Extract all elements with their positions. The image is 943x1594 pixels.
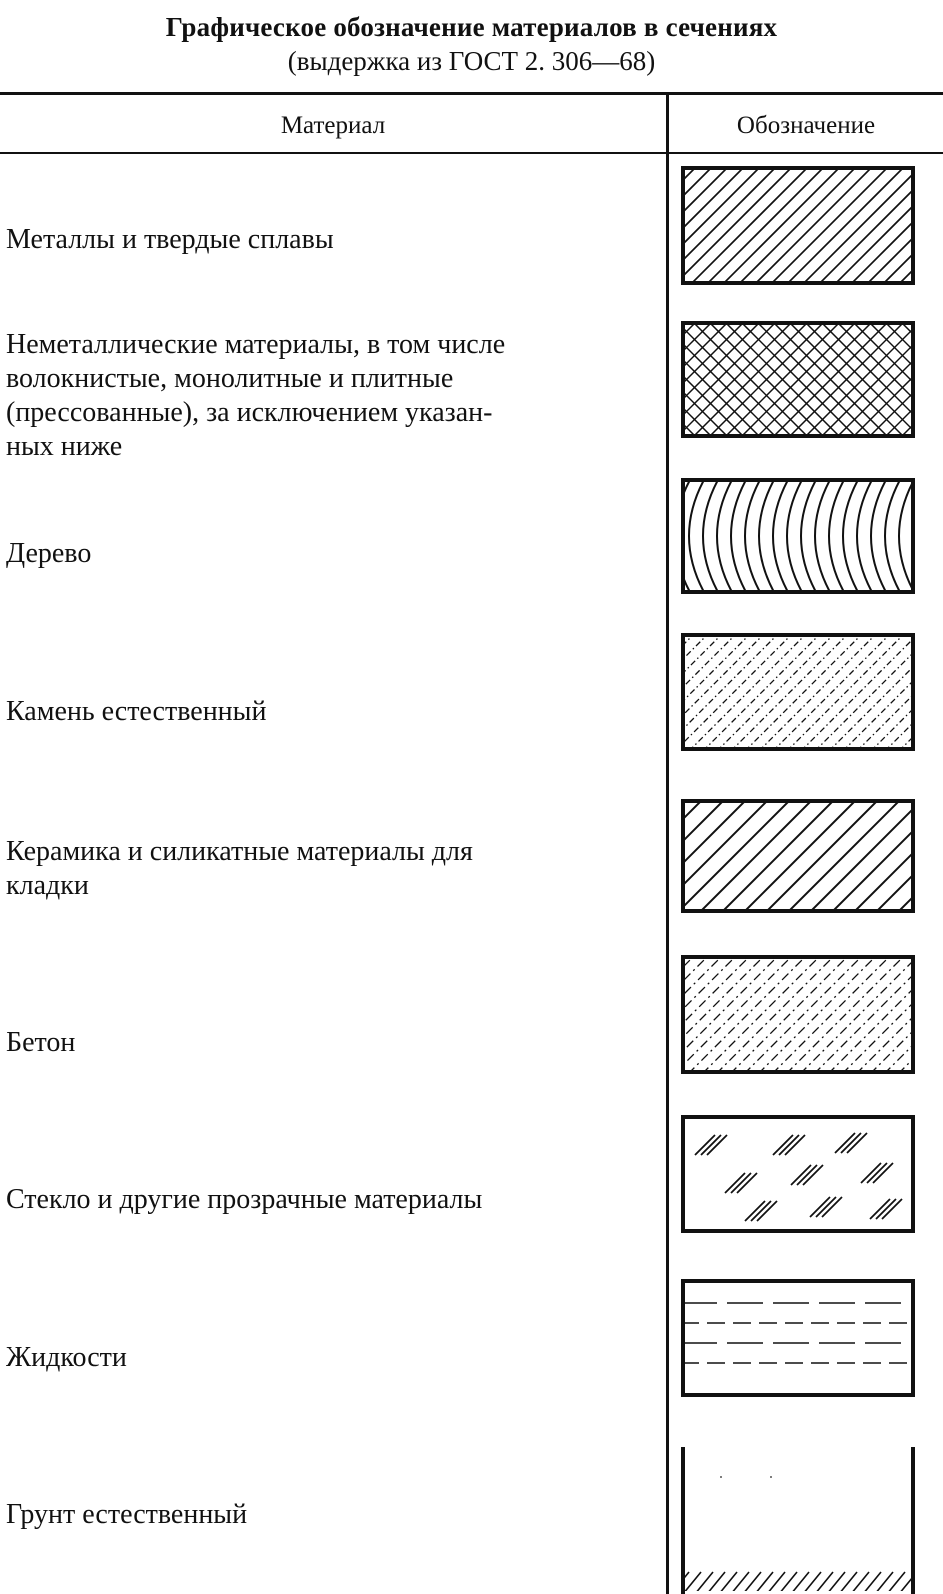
hatch-stone-icon <box>681 633 915 751</box>
page-subtitle: (выдержка из ГОСТ 2. 306—68) <box>287 46 656 76</box>
hatch-liquid-icon <box>681 1279 915 1397</box>
material-line: волокнистые, монолитные и плитные <box>6 363 454 394</box>
material-line: Камень естественный <box>6 696 267 727</box>
material-line: Жидкости <box>6 1342 127 1373</box>
material-line: ных ниже <box>6 431 123 462</box>
header-bottom-border <box>0 152 943 154</box>
material-nonmetal <box>6 328 666 464</box>
material-line: Металлы и твердые сплавы <box>6 224 334 255</box>
material-ceramic <box>6 835 666 903</box>
page-title: Графическое обозначение материалов в сечениях <box>165 12 778 42</box>
material-line: Неметаллические материалы, в том числе <box>6 329 506 360</box>
table-top-border <box>0 92 943 95</box>
material-metal <box>6 223 666 257</box>
material-line: Бетон <box>6 1027 76 1058</box>
material-stone <box>6 695 666 729</box>
hatch-nonmetal-icon <box>681 321 915 438</box>
hatch-soil-icon <box>681 1447 915 1594</box>
column-header-material: Материал <box>280 112 386 139</box>
column-divider <box>666 92 669 1594</box>
material-line: Керамика и силикатные материалы для <box>6 836 473 867</box>
hatch-ceramic-icon <box>681 799 915 913</box>
hatch-concrete-icon <box>681 955 915 1074</box>
hatch-wood-icon <box>681 478 915 594</box>
material-liquid <box>6 1341 666 1375</box>
hatch-metal-icon <box>681 166 915 285</box>
material-line: Стекло и другие прозрачные материалы <box>6 1184 483 1215</box>
material-line: (прессованные), за исключением указан- <box>6 397 493 428</box>
material-line: кладки <box>6 870 89 901</box>
material-soil <box>6 1498 666 1532</box>
material-glass <box>6 1183 666 1217</box>
material-line: Дерево <box>6 538 92 569</box>
material-concrete <box>6 1026 666 1060</box>
column-header-symbol: Обозначение <box>736 112 876 139</box>
hatch-glass-icon <box>681 1115 915 1233</box>
material-line: Грунт естественный <box>6 1499 248 1530</box>
material-wood <box>6 537 666 571</box>
